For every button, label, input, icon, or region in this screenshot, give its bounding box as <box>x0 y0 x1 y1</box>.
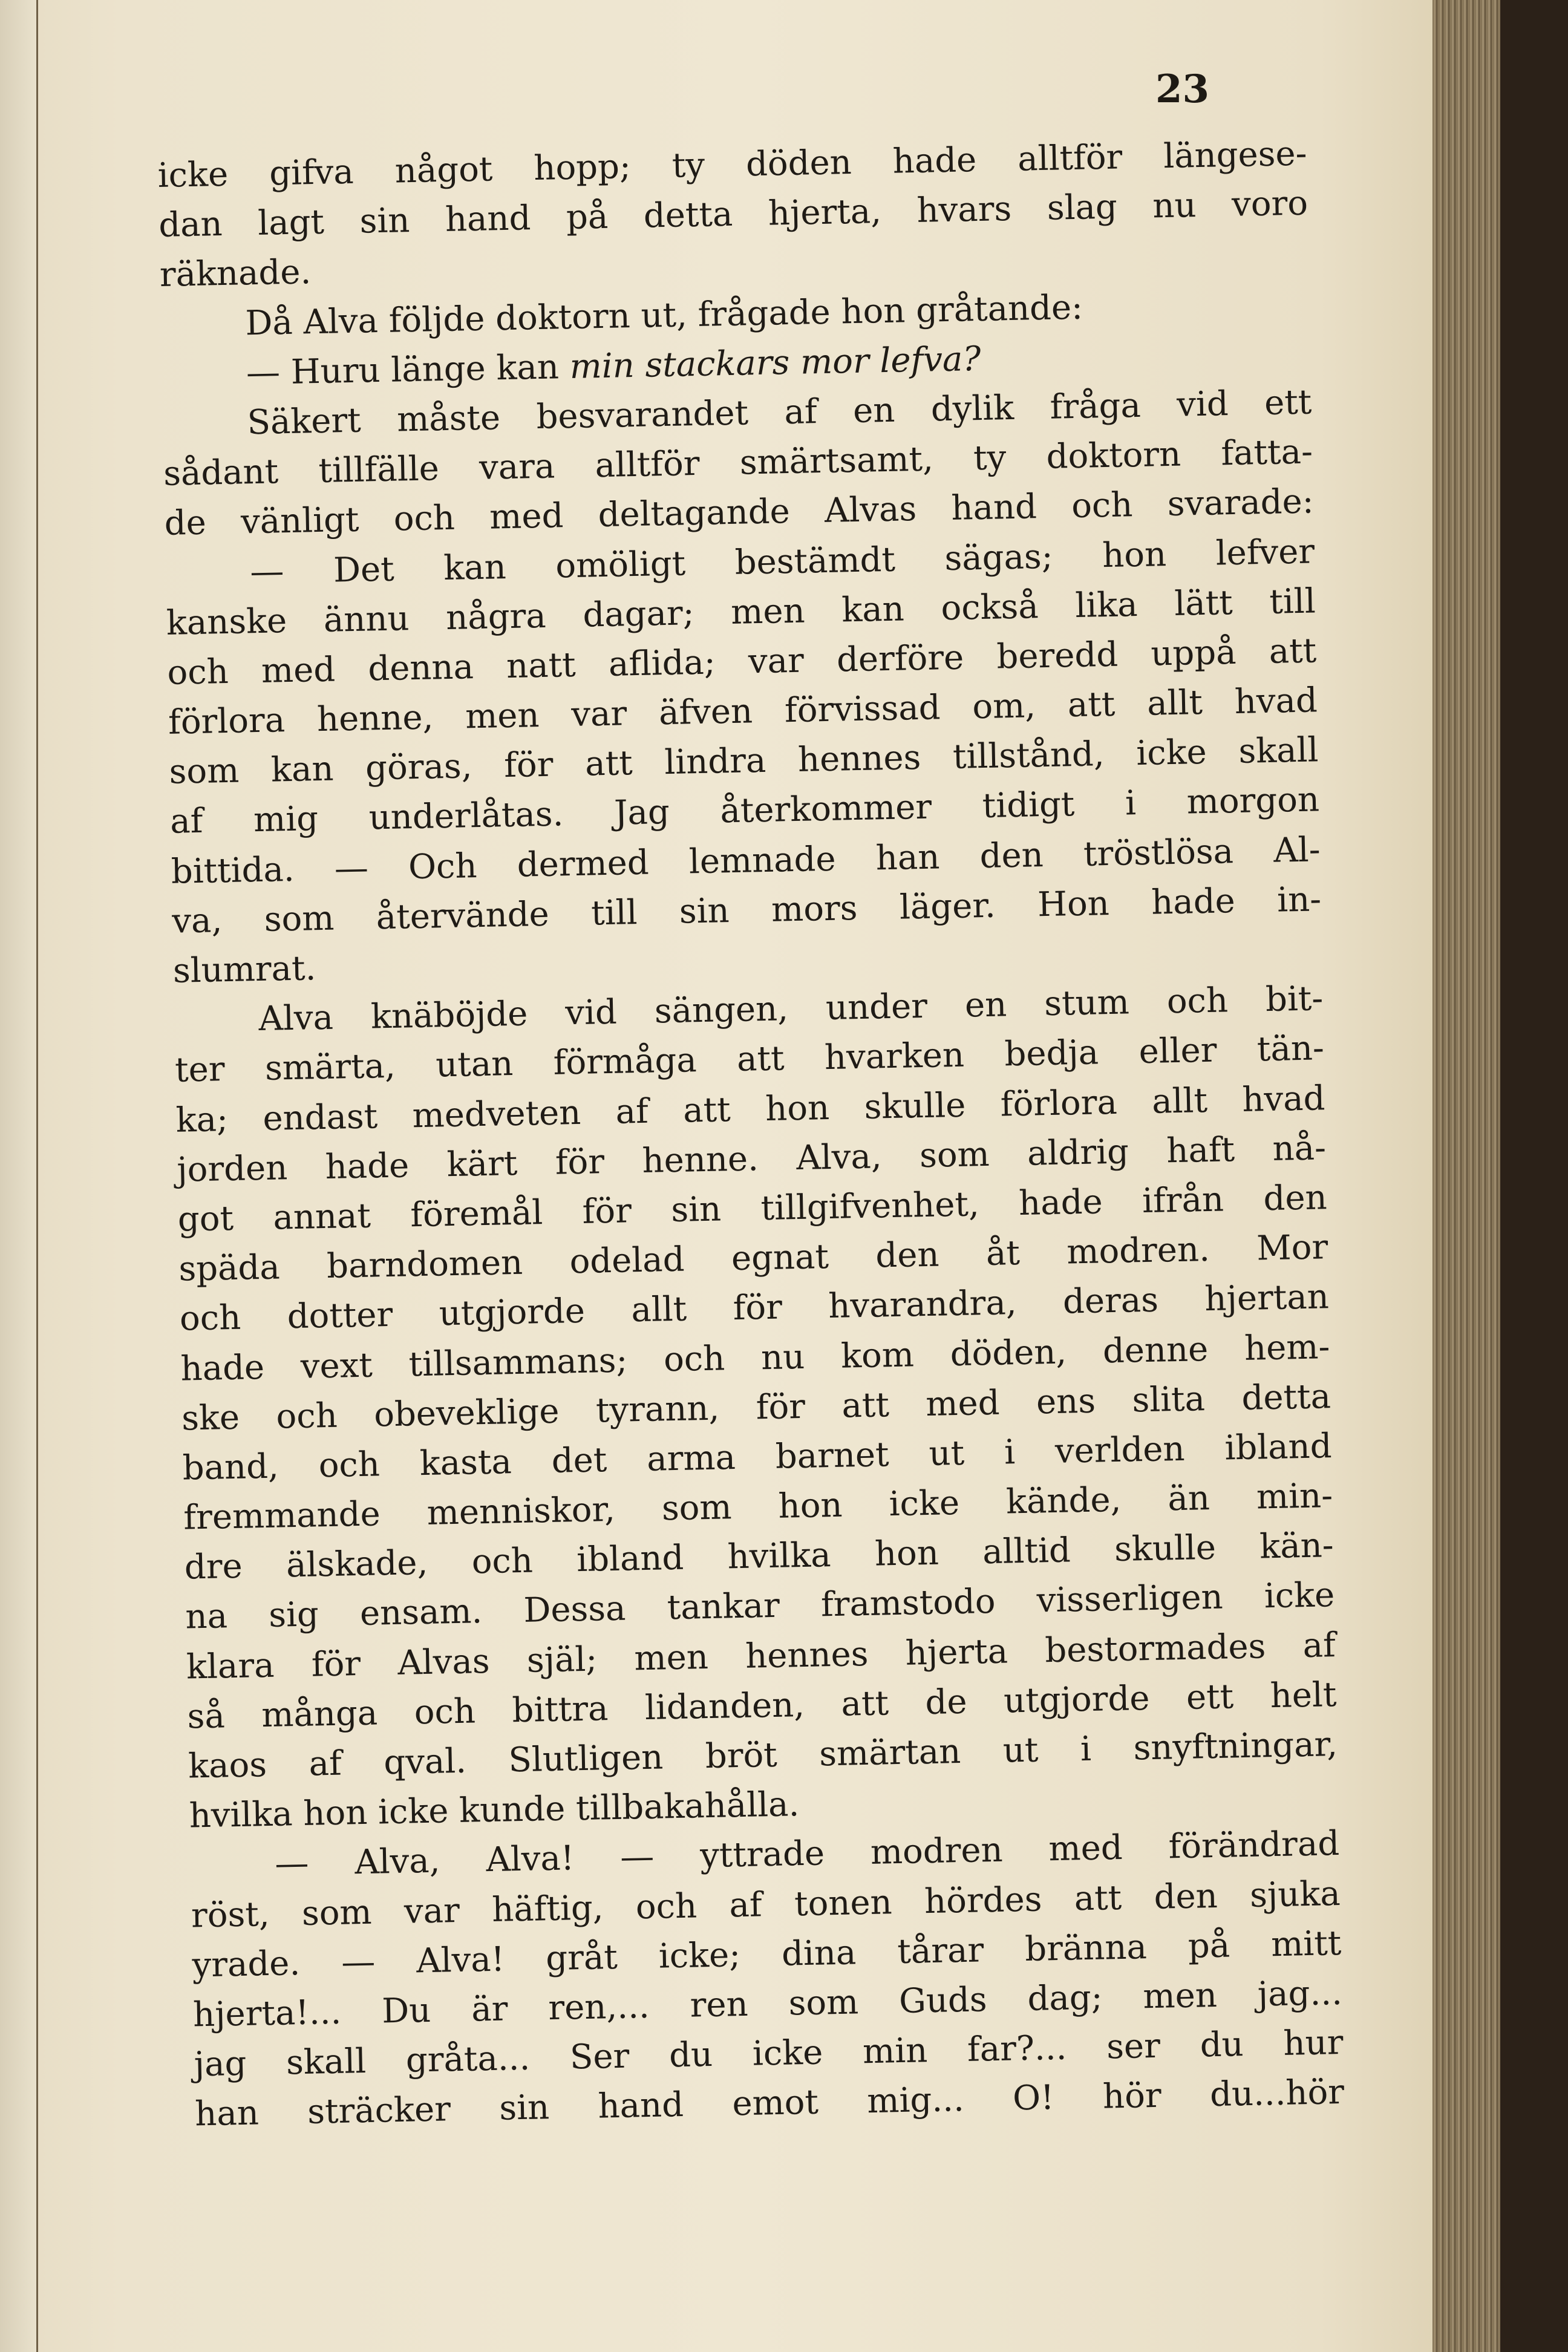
text-line: jag skall gråta... Ser du icke min far?... ser du hur <box>194 2023 1344 2085</box>
text-line: Då Alva följde doktorn ut, frågade hon gråtande: <box>244 287 1083 343</box>
text-line: af mig underlåtas. Jag återkommer tidigt i morgon <box>169 780 1320 842</box>
text-line: na sig ensam. Dessa tankar framstodo visserligen icke <box>185 1575 1335 1637</box>
text-line: — Det kan omöligt bestämdt sägas; hon lefver <box>249 531 1315 592</box>
text-line: Säkert måste besvarandet af en dylik fråga vid ett <box>247 382 1312 443</box>
text-line: ske och obeveklige tyrann, för att med ens slita detta <box>181 1376 1331 1439</box>
text-line: så många och bittra lidanden, att de utgjorde ett helt <box>187 1674 1337 1737</box>
italic-phrase: min stackars mor lefva? <box>569 339 981 387</box>
text-line: de vänligt och med deltagande Alvas hand och svarade: <box>164 482 1315 544</box>
text-line: hade vext tillsammans; och nu kom döden, denne hem- <box>180 1327 1330 1389</box>
text-line: och med denna natt aflida; var derföre beredd uppå att <box>166 631 1317 693</box>
body-text <box>157 129 1345 2140</box>
text-line: röst, som var häftig, och af tonen hördes att den sjuka <box>191 1873 1341 1936</box>
text-line: jorden hade kärt för henne. Alva, som aldrig haft nå- <box>176 1128 1327 1190</box>
text-line: ka; endast medveten af att hon skulle förlora allt hvad <box>175 1078 1326 1140</box>
text-line: got annat föremål för sin tillgifvenhet, hade ifrån den <box>177 1178 1328 1240</box>
text-line: dre älskade, och ibland hvilka hon alltid skulle kän- <box>184 1526 1334 1587</box>
text-line: hjerta!... Du är ren,... ren som Guds dag; men jag... <box>192 1973 1343 2035</box>
page-number: 23 <box>1155 67 1210 112</box>
text-line: kanske ännu några dagar; men kan också lika lätt till <box>166 581 1316 643</box>
text-line: fremmande menniskor, som hon icke kände, än min- <box>183 1476 1333 1538</box>
text-line: och dotter utgjorde allt för hvarandra, deras hjertan <box>179 1277 1330 1339</box>
text-fragment: — Huru länge kan <box>246 347 570 393</box>
text-line: va, som återvände till sin mors läger. Hon hade in- <box>171 880 1322 941</box>
text-line: späda barndomen odelad egnat den åt modren. Mor <box>178 1227 1328 1289</box>
text-line: yrade. — Alva! gråt icke; dina tårar bränna på mitt <box>191 1923 1342 1985</box>
text-line: som kan göras, för att lindra hennes tillstånd, icke skall <box>169 730 1319 792</box>
text-line: icke gifva något hopp; ty döden hade alltför längese- <box>157 134 1308 195</box>
text-line: han sträcker sin hand emot mig... O! hör du...hör <box>194 2073 1345 2134</box>
text-line: dan lagt sin hand på detta hjerta, hvars slag nu voro <box>158 183 1308 246</box>
text-line: bittida. — Och dermed lemnade han den tröstlösa Al- <box>171 829 1321 892</box>
text-line: slumrat. <box>172 949 316 991</box>
text-line: — Alva, Alva! — yttrade modren med förändrad <box>274 1824 1340 1884</box>
text-line: räknade. <box>159 252 312 295</box>
text-line: förlora henne, men var äfven förvissad om, att allt hvad <box>168 681 1318 742</box>
text-line: klara för Alvas själ; men hennes hjerta bestormades af <box>186 1625 1336 1687</box>
text-line: hvilka hon icke kunde tillbakahålla. <box>189 1785 800 1836</box>
text-line: sådant tillfälle vara alltför smärtsamt, ty doktorn fatta- <box>163 432 1313 494</box>
binding-edge <box>0 0 38 2352</box>
text-line: Alva knäböjde vid sängen, under en stum och bit- <box>258 979 1324 1039</box>
text-line: ter smärta, utan förmåga att hvarken bedja eller tän- <box>174 1028 1325 1091</box>
page-edges <box>1432 0 1500 2352</box>
text-line: band, och kasta det arma barnet ut i verlden ibland <box>182 1426 1333 1488</box>
text-line: kaos af qval. Slutligen bröt smärtan ut i snyftningar, <box>188 1725 1338 1786</box>
